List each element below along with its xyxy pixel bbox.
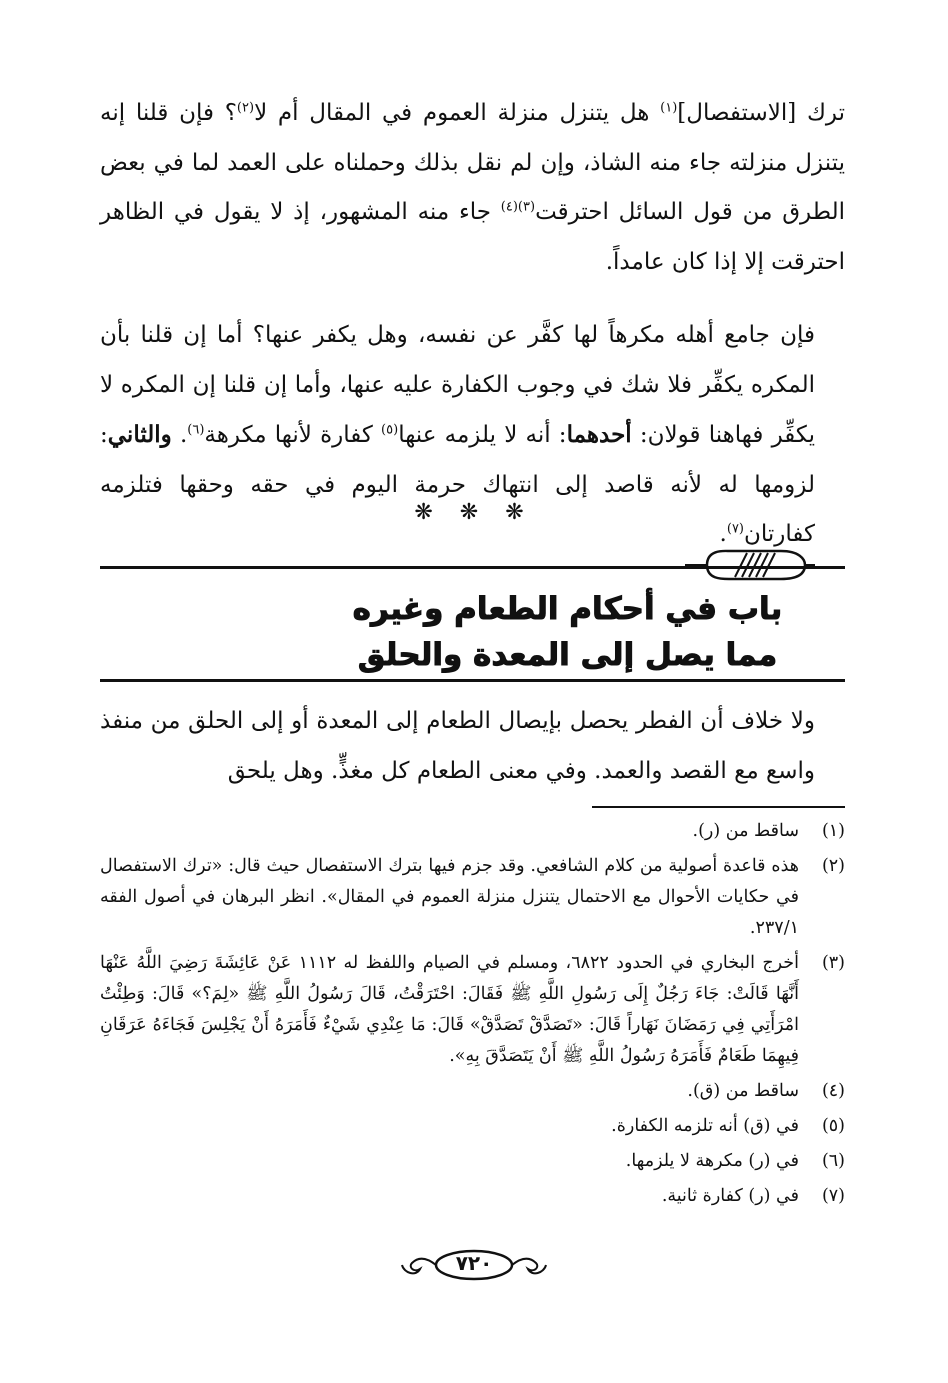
footnote-number: (٣)	[821, 953, 845, 973]
footnote-item	[100, 851, 845, 944]
footnote-item	[100, 1076, 845, 1107]
chapter-heading-line-1: باب في أحكام الطعام وغيره	[352, 591, 783, 627]
footnote-number: (٧)	[821, 1186, 845, 1206]
bold-term: والثاني	[107, 421, 172, 448]
section-text	[100, 697, 845, 796]
footnote-item	[100, 1181, 845, 1212]
text-run: : أنه لا يلزمه عنها	[398, 422, 567, 448]
text-run: .	[719, 521, 727, 547]
page-number-badge	[400, 1247, 548, 1283]
footnote-text: ساقط من (ق).	[687, 1081, 799, 1101]
bold-term: أحدهما	[566, 421, 632, 448]
footnote-text: هذه قاعدة أصولية من كلام الشافعي. وقد جزم فيها بترك الاستفصال حيث قال: «ترك الاستفصال في حكايات الأحوال مع الاحتمال يتنزل منزلة العموم في المقال». انظر البرهان في أصول الفقه ٢٣٧/١.	[100, 856, 799, 938]
footnote-number: (٢)	[821, 856, 845, 876]
footnote-ref: (٥)	[381, 422, 399, 438]
heading-top-rule	[100, 566, 845, 569]
heading-ornament-icon	[685, 545, 815, 585]
footnote-number: (٥)	[821, 1116, 845, 1136]
text-run: .	[171, 422, 188, 448]
footnote-item	[100, 948, 845, 1072]
footnote-ref: (٧)	[726, 521, 744, 537]
footnote-ref: (١)	[660, 100, 678, 116]
footnote-text: في (ر) كفارة ثانية.	[661, 1186, 799, 1206]
footnotes-list	[100, 816, 845, 1216]
footnote-text: في (ق) أنه تلزمه الكفارة.	[611, 1116, 799, 1136]
text-run: كفارة لأنها مكرهة	[204, 422, 382, 448]
footnote-item	[100, 1111, 845, 1142]
footnote-text: أخرج البخاري في الحدود ٦٨٢٢، ومسلم في الصيام واللفظ له ١١١٢ عَنْ عَائِشَةَ رَضِيَ اللَّهُ عَنْهَا أَنَّهَا قَالَتْ: جَاءَ رَجُلٌ إِلَى رَسُولِ اللَّهِ ﷺ فَقَالَ: احْتَرَقْتُ، قَالَ رَسُولُ اللَّهِ ﷺ «لِمَ؟» قَالَ: وَطِئْتُ امْرَأَتِي فِي رَمَضَانَ نَهَاراً قَالَ: «تَصَدَّقْ تَصَدَّقْ» قَالَ: مَا عِنْدِي شَيْءٌ فَأَمَرَهُ أَنْ يَجْلِسَ فَجَاءَهُ عَرَقَانِ فِيهِمَا طَعَامٌ فَأَمَرَهُ رَسُولُ اللَّهِ ﷺ أَنْ يَتَصَدَّقَ بِهِ».	[100, 953, 799, 1066]
opening-text	[100, 89, 845, 560]
paragraph-1	[100, 89, 845, 287]
text-run: ؟ فإن قلنا إنه يتنزل منزلته جاء منه الشاذ، وإن لم نقل بذلك وحملناه على العمد لما في بعض الطرق من قول السائل احترقت	[100, 100, 846, 225]
footnote-ref: (٣)(٤)	[500, 199, 536, 215]
section-paragraph: ولا خلاف أن الفطر يحصل بإيصال الطعام إلى المعدة أو إلى الحلق من منفذ واسع مع القصد والعمد. وفي معنى الطعام كل مغذٍّ. وهل يلحق	[100, 708, 815, 784]
footnote-text: ساقط من (ر).	[692, 821, 799, 841]
text-run: : لزومها له لأنه قاصد إلى انتهاك حرمة اليوم في حقه وحقها فتلزمه كفارتان	[100, 422, 815, 547]
section-separator: ❋ ❋ ❋	[414, 500, 534, 525]
text-run: هل يتنزل منزلة العموم في المقال أم لا	[254, 100, 661, 126]
footnote-ref: (٢)	[236, 100, 255, 116]
footnote-separator	[592, 806, 845, 808]
text-run: جاء منه المشهور، إذ لا يقول في الظاهر احترقت إلا إذا كان عامداً.	[100, 199, 845, 275]
footnote-item	[100, 816, 845, 847]
chapter-heading-line-2: مما يصل إلى المعدة والحلق	[357, 637, 778, 673]
page-number: ٧٢٠	[455, 1251, 493, 1275]
footnote-item	[100, 1146, 845, 1177]
text-run: فإن جامع أهله مكرهاً لها كفَّر عن نفسه، وهل يكفر عنها؟ أما إن قلنا بأن المكره يكفِّر فلا شك في وجوب الكفارة عليه عنها، وأما إن قلنا إن المكره لا يكفِّر فهاهنا قولان:	[100, 322, 815, 448]
footnote-text: في (ر) مكرهة لا يلزمها.	[625, 1151, 799, 1171]
footnote-ref: (٦)	[187, 422, 205, 438]
text-run: ترك [الاستفصال]	[677, 100, 846, 126]
footnote-number: (٦)	[821, 1151, 845, 1171]
footnote-number: (٤)	[821, 1081, 845, 1101]
chapter-heading	[100, 586, 845, 678]
footnote-number: (١)	[821, 821, 845, 841]
heading-bottom-rule	[100, 679, 845, 682]
